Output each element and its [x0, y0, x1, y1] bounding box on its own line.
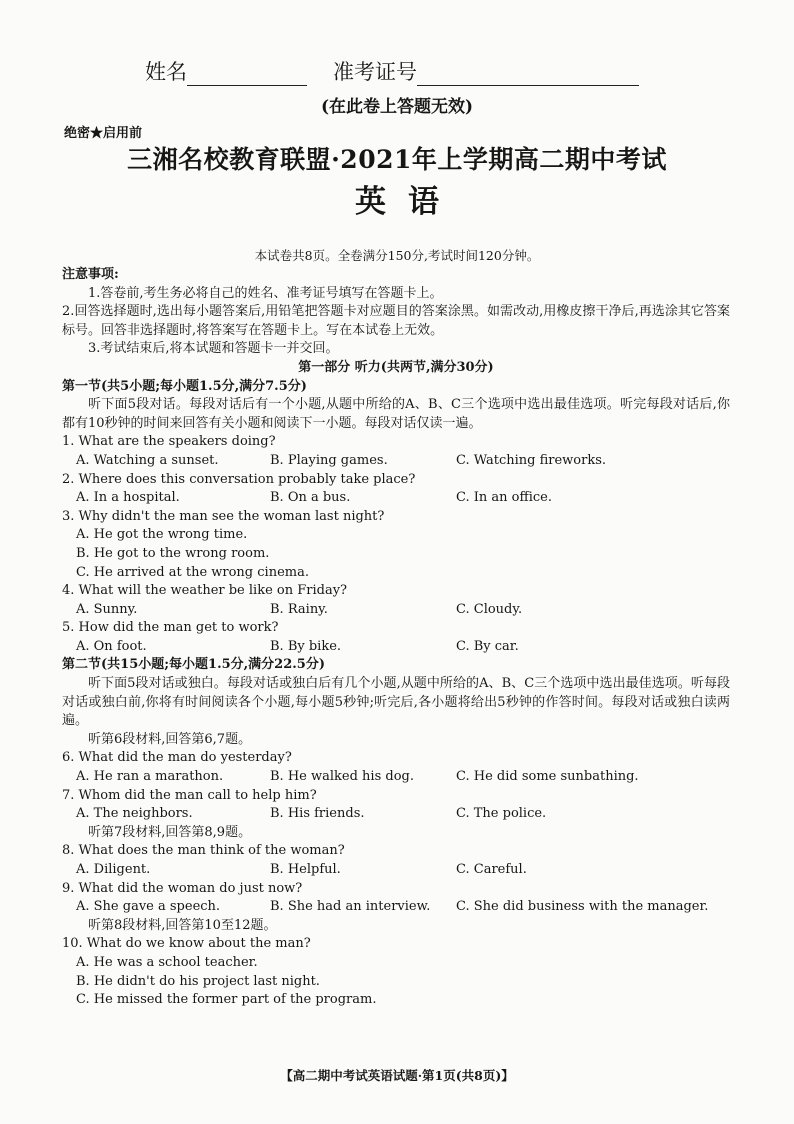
- q6-options: [62, 768, 730, 787]
- section2-heading: 第二节(共15小题;每小题1.5分,满分22.5分): [62, 657, 325, 673]
- q2-option-c: C. In an office.: [456, 490, 552, 506]
- secret-label: 绝密★启用前: [64, 126, 143, 141]
- q1-option-a: A. Watching a sunset.: [76, 452, 219, 468]
- q5-options: [62, 638, 730, 657]
- q8-option-b: B. Helpful.: [270, 862, 341, 877]
- name-blank: [187, 63, 307, 86]
- ticket-label: 准考证号: [333, 60, 417, 84]
- q3-option-b: B. He got to the wrong room.: [76, 545, 270, 561]
- q5-option-a: A. On foot.: [76, 638, 147, 654]
- q3-option-c: C. He arrived at the wrong cinema.: [76, 564, 309, 580]
- material-6-note: 听第6段材料,回答第6,7题。: [88, 731, 252, 747]
- q7-option-b: B. His friends.: [270, 806, 365, 822]
- q2-options: [62, 489, 730, 508]
- material-8-note: 听第8段材料,回答第10至12题。: [88, 917, 277, 933]
- candidate-info-line: [145, 56, 665, 86]
- q9-option-b: B. She had an interview.: [270, 899, 431, 915]
- q1-options: [62, 452, 730, 471]
- q4-options: [62, 601, 730, 620]
- q5-stem: 5. How did the man get to work?: [62, 620, 279, 636]
- q2-option-a: A. In a hospital.: [76, 490, 180, 506]
- ticket-blank: [417, 63, 639, 86]
- q1-option-c: C. Watching fireworks.: [456, 452, 607, 468]
- q4-option-b: B. Rainy.: [270, 601, 328, 617]
- q9-stem: 9. What did the woman do just now?: [62, 880, 303, 896]
- material-7-note: 听第7段材料,回答第8,9题。: [88, 824, 252, 840]
- note-3: 3.考试结束后,将本试题和答题卡一并交回。: [88, 341, 339, 357]
- q2-stem: 2. Where does this conversation probably take place?: [62, 471, 416, 487]
- exam-info: 本试卷共8页。全卷满分150分,考试时间120分钟。: [254, 248, 540, 263]
- q3-stem: 3. Why didn't the man see the woman last night?: [62, 508, 385, 524]
- q1-option-b: B. Playing games.: [270, 452, 388, 468]
- q9-option-a: A. She gave a speech.: [76, 899, 221, 915]
- part1-heading: 第一部分 听力(共两节,满分30分): [298, 359, 494, 375]
- q7-option-c: C. The police.: [456, 806, 547, 822]
- q4-stem: 4. What will the weather be like on Friday?: [62, 583, 348, 599]
- name-label: 姓名: [145, 60, 187, 84]
- q7-stem: 7. Whom did the man call to help him?: [62, 787, 317, 803]
- q6-option-a: A. He ran a marathon.: [76, 769, 224, 785]
- q10-option-b: B. He didn't do his project last night.: [76, 973, 320, 989]
- q3-option-a: A. He got the wrong time.: [76, 527, 248, 543]
- subject-title: 英语: [355, 184, 461, 220]
- q5-option-c: C. By car.: [456, 638, 519, 654]
- q4-option-a: A. Sunny.: [76, 601, 138, 617]
- q10-option-c: C. He missed the former part of the program.: [76, 992, 377, 1008]
- q6-option-b: B. He walked his dog.: [270, 769, 414, 785]
- notes-heading: 注意事项:: [62, 267, 119, 282]
- section1-instructions: 听下面5段对话。每段对话后有一个小题,从题中所给的A、B、C三个选项中选出最佳选项。听完每段对话后,你都有10秒钟的时间来回答有关小题和阅读下一小题。每段对话仅读一遍。: [62, 397, 730, 431]
- exam-title: 三湘名校教育联盟·2021年上学期高二期中考试: [127, 145, 667, 174]
- q4-option-c: C. Cloudy.: [456, 601, 523, 617]
- q2-option-b: B. On a bus.: [270, 490, 351, 506]
- q7-option-a: A. The neighbors.: [76, 806, 193, 822]
- q6-option-c: C. He did some sunbathing.: [456, 769, 639, 785]
- note-2: 2.回答选择题时,选出每小题答案后,用铅笔把答题卡对应题目的答案涂黑。如需改动,用橡皮擦干净后,再选涂其它答案标号。回答非选择题时,将答案写在答题卡上。写在本试卷上无效。: [62, 304, 730, 338]
- exam-body: [62, 266, 730, 1010]
- q9-options: [62, 898, 730, 917]
- q9-option-c: C. She did business with the manager.: [456, 899, 709, 915]
- q8-stem: 8. What does the man think of the woman?: [62, 843, 345, 859]
- q7-options: [62, 805, 730, 824]
- section2-instructions: 听下面5段对话或独白。每段对话或独白后有几个小题,从题中所给的A、B、C三个选项中选出最佳选项。听每段对话或独白前,你将有时间阅读各个小题,每小题5秒钟;听完后,各小题将给出5秒钟的作答时间。每段对话或独白读两遍。: [62, 676, 730, 729]
- q10-stem: 10. What do we know about the man?: [62, 936, 311, 952]
- q10-option-a: A. He was a school teacher.: [76, 954, 258, 970]
- q8-option-c: C. Careful.: [456, 862, 527, 877]
- note-1: 1.答卷前,考生务必将自己的姓名、准考证号填写在答题卡上。: [88, 285, 443, 301]
- q6-stem: 6. What did the man do yesterday?: [62, 750, 292, 766]
- page-footer: 【高二期中考试英语试题·第1页(共8页)】: [280, 1068, 514, 1083]
- q8-option-a: A. Diligent.: [76, 862, 151, 877]
- q1-stem: 1. What are the speakers doing?: [62, 434, 276, 450]
- q8-options: [62, 861, 730, 880]
- section1-heading: 第一节(共5小题;每小题1.5分,满分7.5分): [62, 378, 307, 394]
- q5-option-b: B. By bike.: [270, 638, 342, 654]
- invalid-note: (在此卷上答题无效): [320, 97, 474, 117]
